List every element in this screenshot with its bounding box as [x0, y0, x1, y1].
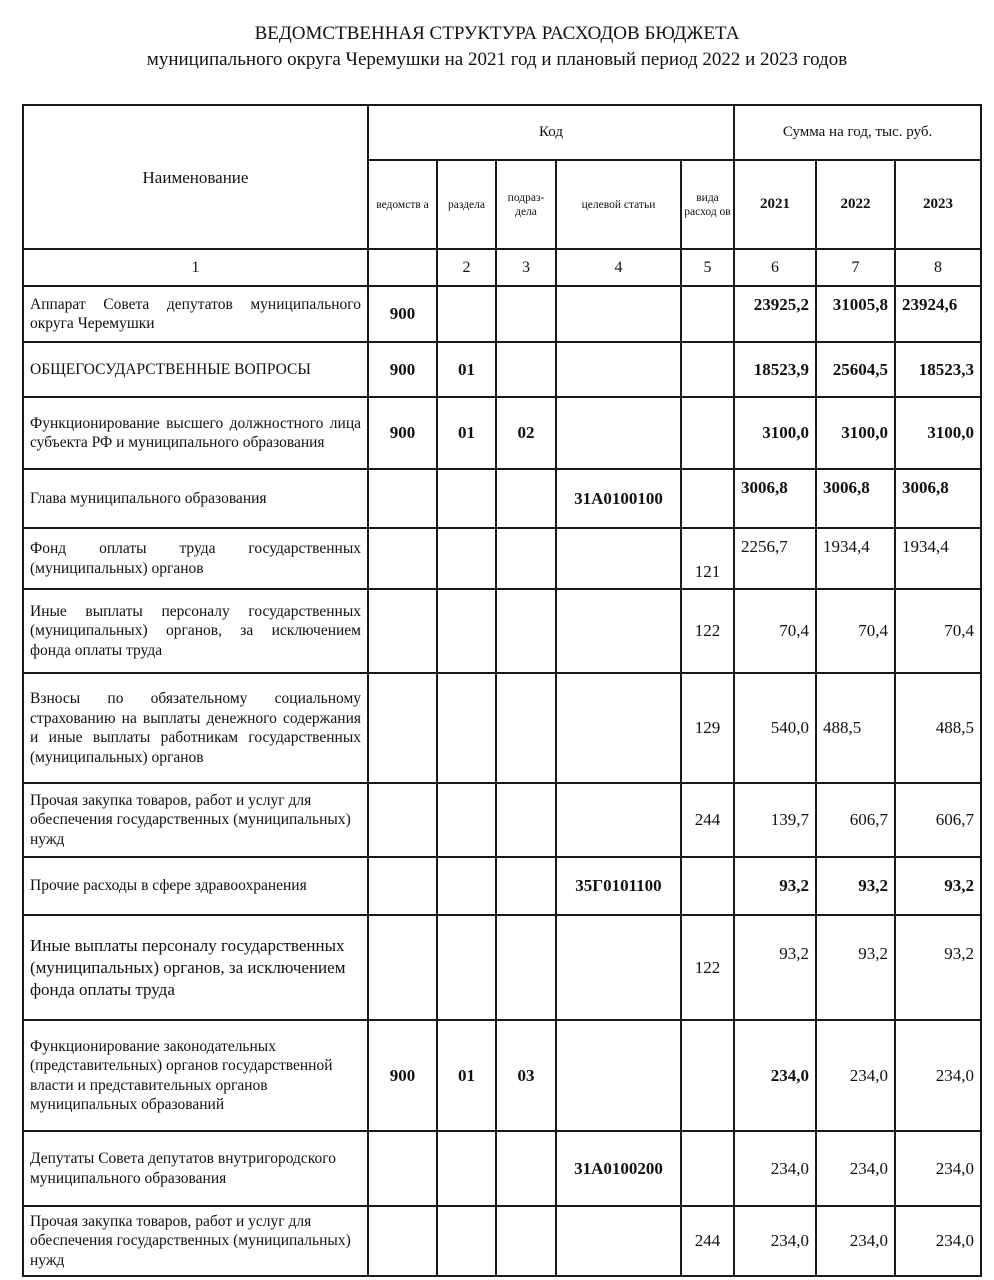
row-name: Прочая закупка товаров, работ и услуг для обеспечения государственных (муниципальных) нужд [23, 783, 368, 857]
row-ved: 900 [368, 397, 437, 469]
table-row [23, 397, 981, 469]
row-amount-2022: 488,5 [816, 673, 895, 783]
row-vid: 129 [681, 673, 734, 783]
row-amount-2022: 234,0 [816, 1131, 895, 1206]
row-ved: 900 [368, 286, 437, 342]
colnum-7: 7 [816, 249, 895, 286]
row-cel [556, 286, 681, 342]
row-amount-2023: 234,0 [895, 1131, 981, 1206]
row-amount-2023: 3100,0 [895, 397, 981, 469]
row-vid: 121 [681, 528, 734, 589]
row-ved: 900 [368, 1020, 437, 1131]
header-year-2023: 2023 [895, 160, 981, 249]
row-amount-2021: 3100,0 [734, 397, 816, 469]
row-amount-2022: 3006,8 [816, 469, 895, 528]
row-cel [556, 589, 681, 673]
row-ved [368, 1131, 437, 1206]
row-podr: 02 [496, 397, 556, 469]
row-cel [556, 673, 681, 783]
row-ved [368, 1206, 437, 1276]
row-amount-2021: 93,2 [734, 857, 816, 915]
row-amount-2023: 234,0 [895, 1206, 981, 1276]
row-amount-2022: 606,7 [816, 783, 895, 857]
table-row [23, 783, 981, 857]
table-row [23, 915, 981, 1020]
row-cel: 31А0100200 [556, 1131, 681, 1206]
row-razd: 01 [437, 1020, 496, 1131]
row-amount-2022: 3100,0 [816, 397, 895, 469]
row-ved [368, 857, 437, 915]
row-cel [556, 783, 681, 857]
row-amount-2022: 70,4 [816, 589, 895, 673]
row-razd [437, 528, 496, 589]
row-name: Депутаты Совета депутатов внутригородского муниципального образования [23, 1131, 368, 1206]
row-podr [496, 1131, 556, 1206]
row-cel: 35Г0101100 [556, 857, 681, 915]
row-podr [496, 342, 556, 397]
row-vid [681, 397, 734, 469]
row-razd [437, 1131, 496, 1206]
row-amount-2023: 93,2 [895, 857, 981, 915]
row-cel [556, 342, 681, 397]
colnum-1: 1 [23, 249, 368, 286]
colnum-6: 6 [734, 249, 816, 286]
row-vid [681, 286, 734, 342]
row-amount-2023: 1934,4 [895, 528, 981, 589]
row-amount-2021: 540,0 [734, 673, 816, 783]
table-row [23, 1020, 981, 1131]
header-vida: вида расход ов [681, 160, 734, 249]
header-year-2022: 2022 [816, 160, 895, 249]
row-razd [437, 469, 496, 528]
row-podr [496, 286, 556, 342]
row-amount-2021: 139,7 [734, 783, 816, 857]
row-cel [556, 1206, 681, 1276]
row-amount-2021: 234,0 [734, 1206, 816, 1276]
row-amount-2023: 93,2 [895, 915, 981, 1020]
row-razd [437, 589, 496, 673]
row-amount-2022: 93,2 [816, 857, 895, 915]
row-podr [496, 915, 556, 1020]
row-amount-2022: 25604,5 [816, 342, 895, 397]
row-amount-2021: 70,4 [734, 589, 816, 673]
colnum-blank [368, 249, 437, 286]
table-row [23, 857, 981, 915]
table-row [23, 589, 981, 673]
colnum-8: 8 [895, 249, 981, 286]
row-amount-2021: 3006,8 [734, 469, 816, 528]
row-cel [556, 397, 681, 469]
row-amount-2023: 18523,3 [895, 342, 981, 397]
header-podrazdela: подраз- дела [496, 160, 556, 249]
row-razd: 01 [437, 397, 496, 469]
row-amount-2023: 234,0 [895, 1020, 981, 1131]
row-ved [368, 589, 437, 673]
row-podr [496, 469, 556, 528]
colnum-2: 2 [437, 249, 496, 286]
row-vid [681, 342, 734, 397]
row-razd [437, 857, 496, 915]
colnum-4: 4 [556, 249, 681, 286]
row-amount-2023: 606,7 [895, 783, 981, 857]
row-amount-2023: 23924,6 [895, 286, 981, 342]
colnum-3: 3 [496, 249, 556, 286]
row-podr [496, 528, 556, 589]
table-row [23, 469, 981, 528]
table-row [23, 1131, 981, 1206]
header-year-2021: 2021 [734, 160, 816, 249]
row-amount-2022: 1934,4 [816, 528, 895, 589]
table-row [23, 528, 981, 589]
row-podr [496, 1206, 556, 1276]
row-amount-2022: 31005,8 [816, 286, 895, 342]
row-ved: 900 [368, 342, 437, 397]
row-vid: 122 [681, 915, 734, 1020]
row-razd [437, 915, 496, 1020]
row-ved [368, 783, 437, 857]
row-podr [496, 673, 556, 783]
row-ved [368, 673, 437, 783]
row-podr [496, 589, 556, 673]
row-name: Глава муниципального образования [23, 469, 368, 528]
row-amount-2023: 488,5 [895, 673, 981, 783]
row-podr [496, 857, 556, 915]
document-title: ВЕДОМСТВЕННАЯ СТРУКТУРА РАСХОДОВ БЮДЖЕТА [254, 23, 740, 44]
header-name: Наименование [23, 105, 368, 249]
header-celevoi: целевой статьи [556, 160, 681, 249]
row-amount-2021: 234,0 [734, 1020, 816, 1131]
header-code: Код [368, 105, 734, 160]
row-amount-2021: 18523,9 [734, 342, 816, 397]
row-cel [556, 1020, 681, 1131]
row-amount-2021: 23925,2 [734, 286, 816, 342]
row-amount-2023: 3006,8 [895, 469, 981, 528]
row-ved [368, 528, 437, 589]
row-amount-2022: 234,0 [816, 1020, 895, 1131]
column-number-row [23, 249, 981, 286]
row-vid [681, 469, 734, 528]
row-name: Прочая закупка товаров, работ и услуг для обеспечения государственных (муниципальных) нужд [23, 1206, 368, 1276]
document-subtitle: муниципального округа Черемушки на 2021 год и плановый период 2022 и 2023 годов [146, 49, 848, 70]
row-ved [368, 915, 437, 1020]
row-razd [437, 783, 496, 857]
row-name: Взносы по обязательному социальному страхованию на выплаты денежного содержания и иные выплаты работникам государственных (муниципальных) органов [23, 673, 368, 783]
row-cel: 31А0100100 [556, 469, 681, 528]
row-name: ОБЩЕГОСУДАРСТВЕННЫЕ ВОПРОСЫ [23, 342, 368, 397]
row-amount-2021: 234,0 [734, 1131, 816, 1206]
header-vedomstva: ведомств а [368, 160, 437, 249]
row-cel [556, 915, 681, 1020]
budget-table [22, 104, 982, 1277]
row-name: Прочие расходы в сфере здравоохранения [23, 857, 368, 915]
row-amount-2021: 93,2 [734, 915, 816, 1020]
row-name: Иные выплаты персоналу государственных (муниципальных) органов, за исключением фонда оплаты труда [23, 589, 368, 673]
row-amount-2022: 93,2 [816, 915, 895, 1020]
row-name: Аппарат Совета депутатов муниципального округа Черемушки [23, 286, 368, 342]
row-vid [681, 1020, 734, 1131]
row-name: Функционирование высшего должностного лица субъекта РФ и муниципального образования [23, 397, 368, 469]
row-vid [681, 1131, 734, 1206]
row-podr [496, 783, 556, 857]
table-row [23, 342, 981, 397]
colnum-5: 5 [681, 249, 734, 286]
row-razd [437, 673, 496, 783]
table-row [23, 1206, 981, 1276]
header-sum: Сумма на год, тыс. руб. [734, 105, 981, 160]
row-amount-2022: 234,0 [816, 1206, 895, 1276]
row-razd [437, 286, 496, 342]
row-name: Функционирование законодательных (представительных) органов государственной власти и представительных органов муниципальных образований [23, 1020, 368, 1131]
row-razd: 01 [437, 342, 496, 397]
row-ved [368, 469, 437, 528]
table-row [23, 673, 981, 783]
row-podr: 03 [496, 1020, 556, 1131]
row-name: Фонд оплаты труда государственных (муниципальных) органов [23, 528, 368, 589]
row-razd [437, 1206, 496, 1276]
row-amount-2023: 70,4 [895, 589, 981, 673]
table-row [23, 286, 981, 342]
row-vid: 244 [681, 783, 734, 857]
header-razdela: раздела [437, 160, 496, 249]
row-vid [681, 857, 734, 915]
row-vid: 244 [681, 1206, 734, 1276]
row-cel [556, 528, 681, 589]
row-name: Иные выплаты персоналу государственных (муниципальных) органов, за исключением фонда оплаты труда [23, 915, 368, 1020]
row-amount-2021: 2256,7 [734, 528, 816, 589]
row-vid: 122 [681, 589, 734, 673]
